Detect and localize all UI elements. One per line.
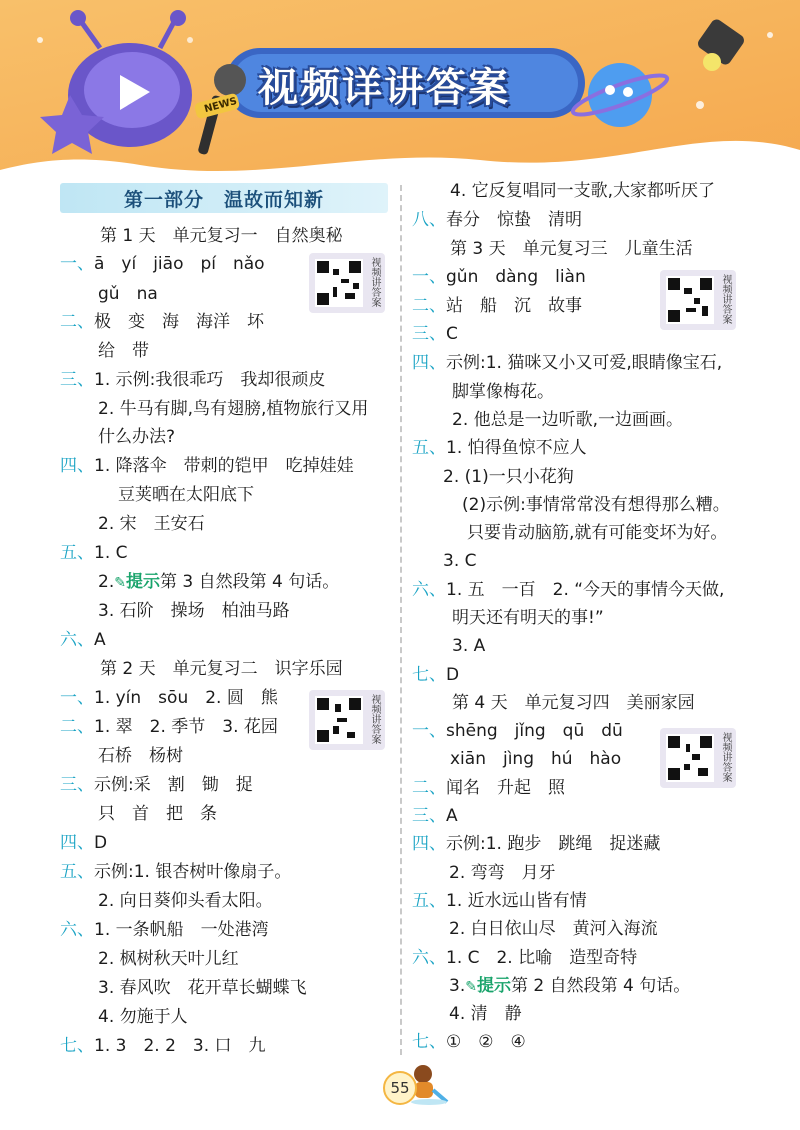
tip-label: 提示 — [125, 572, 160, 592]
answer-text: 只 首 把 条 — [98, 804, 217, 824]
question-number: 二、 — [60, 312, 94, 332]
question-number: 四、 — [60, 456, 94, 476]
qr-label: 视频讲答案 — [369, 257, 380, 307]
answer-text: 示例:1. 跑步 跳绳 捉迷藏 — [446, 834, 661, 854]
answer-text: 1. 近水远山皆有情 — [446, 891, 587, 911]
qr-label: 视频讲答案 — [369, 694, 380, 744]
answer-line — [98, 890, 273, 912]
answer-text: C — [446, 324, 458, 344]
day-heading — [452, 692, 695, 714]
answer-text: 2. (1)一只小花狗 — [443, 467, 574, 487]
question-number: 五、 — [412, 438, 446, 458]
question-number: 六、 — [412, 948, 446, 968]
answer-text: D — [446, 665, 460, 685]
answer-text: ① ② ④ — [446, 1032, 526, 1052]
qr-code-day1[interactable] — [309, 253, 385, 313]
answer-text: 站 船 沉 故事 — [446, 296, 582, 316]
answer-text: 2. 弯弯 月牙 — [449, 863, 556, 883]
answer-line — [443, 550, 477, 572]
question-number: 三、 — [60, 370, 94, 390]
question-number: 六、 — [60, 920, 94, 940]
answer-text: 2. 牛马有脚,鸟有翅膀,植物旅行又用 — [98, 399, 369, 419]
question-number: 二、 — [412, 778, 446, 798]
answer-line — [98, 571, 339, 594]
answer-line — [412, 833, 660, 855]
answer-line — [60, 774, 253, 796]
answer-line — [412, 209, 582, 231]
answer-text: 脚掌像梅花。 — [452, 382, 554, 402]
answer-line — [443, 466, 574, 488]
question-number: 五、 — [60, 543, 94, 563]
answer-line — [412, 352, 722, 374]
answer-text: 1. yín sōu 2. 圆 熊 — [94, 688, 278, 708]
question-number: 七、 — [412, 665, 446, 685]
answer-line — [412, 777, 565, 799]
answer-text: 1. C — [94, 543, 128, 563]
answer-text: 2. 宋 王安石 — [98, 514, 205, 534]
answer-line — [60, 369, 325, 391]
heading-text: 第 3 天 单元复习三 儿童生活 — [450, 239, 693, 259]
answer-line — [98, 600, 290, 622]
qr-code-icon — [315, 696, 363, 744]
question-number: 一、 — [412, 267, 446, 287]
answer-line — [412, 437, 587, 459]
question-number: 三、 — [412, 324, 446, 344]
answer-text: 明天还有明天的事!” — [452, 608, 604, 628]
answer-line — [118, 484, 254, 506]
column-divider — [400, 185, 402, 1055]
answer-text: 示例:采 割 锄 捉 — [94, 775, 253, 795]
answer-line — [452, 409, 683, 431]
answer-text: A — [446, 806, 458, 826]
answer-line — [412, 323, 458, 345]
answer-line — [462, 494, 730, 516]
question-number: 三、 — [412, 806, 446, 826]
question-number: 六、 — [60, 630, 94, 650]
answer-text: 1. 怕得鱼惊不应人 — [446, 438, 587, 458]
answer-line — [60, 311, 264, 333]
tip-icon: ✎ — [465, 979, 477, 995]
answer-text: 什么办法? — [98, 427, 176, 447]
answer-line — [452, 635, 485, 657]
answer-text: 1. 五 一百 2. “今天的事情今天做, — [446, 580, 725, 600]
tip-label: 提示 — [476, 976, 511, 996]
answer-line — [450, 180, 715, 202]
answer-line — [467, 522, 727, 544]
question-number: 五、 — [412, 891, 446, 911]
answer-text: A — [94, 630, 106, 650]
answer-line — [98, 426, 175, 448]
answer-line — [449, 918, 658, 940]
news-badge: NEWS — [203, 95, 239, 116]
question-number: 二、 — [412, 296, 446, 316]
answer-text: 第 3 自然段第 4 句话。 — [159, 572, 340, 592]
answer-line — [452, 381, 554, 403]
answer-text: 豆荚晒在太阳底下 — [118, 485, 254, 505]
question-number: 二、 — [60, 717, 94, 737]
answer-text: 示例:1. 猫咪又小又可爱,眼睛像宝石, — [446, 353, 723, 373]
answer-text: 3. 石阶 操场 柏油马路 — [98, 601, 290, 621]
answer-text: 2. — [98, 572, 115, 592]
answer-line — [60, 455, 354, 477]
answer-text: 3. 春风吹 花开草长蝴蝶飞 — [98, 978, 307, 998]
answer-text: 1. 降落伞 带刺的铠甲 吃掉娃娃 — [94, 456, 354, 476]
answer-text: shēng jǐng qū dū — [446, 721, 623, 741]
qr-code-icon — [666, 734, 714, 782]
answer-text: 示例:1. 银杏树叶像扇子。 — [94, 862, 292, 882]
question-number: 四、 — [60, 833, 94, 853]
answer-text: ā yí jiāo pí nǎo — [94, 254, 265, 274]
answer-text: 3. C — [443, 551, 477, 571]
question-number: 一、 — [60, 688, 94, 708]
question-number: 一、 — [412, 721, 446, 741]
answer-line — [412, 295, 582, 317]
answer-line — [60, 253, 265, 275]
answer-text: 第 2 自然段第 4 句话。 — [510, 976, 691, 996]
question-number: 六、 — [412, 580, 446, 600]
answer-text: 给 带 — [98, 341, 149, 361]
answer-text: 春分 惊蛰 清明 — [446, 210, 582, 230]
answer-line — [452, 607, 604, 629]
answer-line — [60, 919, 269, 941]
question-number: 五、 — [60, 862, 94, 882]
answer-text: 1. 一条帆船 一处港湾 — [94, 920, 269, 940]
answer-line — [60, 832, 107, 854]
answer-line — [60, 1035, 266, 1057]
answer-line — [98, 1006, 188, 1028]
answer-text: 1. 3 2. 2 3. 口 九 — [94, 1036, 266, 1056]
day-heading — [100, 658, 343, 680]
answer-text: 4. 勿施于人 — [98, 1007, 188, 1027]
question-number: 一、 — [60, 254, 94, 274]
answer-text: gǔn dàng liàn — [446, 267, 586, 287]
question-number: 四、 — [412, 834, 446, 854]
answer-text: 4. 它反复唱同一支歌,大家都听厌了 — [450, 181, 716, 201]
day-heading — [100, 225, 343, 247]
answer-line — [60, 861, 291, 883]
answer-line — [449, 862, 556, 884]
question-number: 七、 — [412, 1032, 446, 1052]
answer-line — [450, 748, 621, 770]
section-title: 第一部分 温故而知新 — [123, 189, 324, 211]
answer-text: 2. 白日依山尽 黄河入海流 — [449, 919, 658, 939]
answer-line — [412, 890, 587, 912]
answer-line — [412, 1031, 526, 1053]
answer-line — [98, 977, 307, 999]
qr-code-day4[interactable] — [660, 728, 736, 788]
answer-text: 2. 向日葵仰头看太阳。 — [98, 891, 273, 911]
qr-label: 视频讲答案 — [720, 274, 731, 324]
answer-line — [412, 266, 586, 288]
answer-line — [60, 687, 278, 709]
qr-label: 视频讲答案 — [720, 732, 731, 782]
answer-text: 4. 清 静 — [449, 1004, 522, 1024]
answer-line — [412, 720, 623, 742]
answer-text: xiān jìng hú hào — [450, 749, 622, 769]
answer-text: 2. 枫树秋天叶儿红 — [98, 949, 239, 969]
answer-text: 极 变 海 海洋 坏 — [94, 312, 264, 332]
answer-text: 3. — [449, 976, 466, 996]
answer-text: gǔ na — [98, 284, 158, 304]
qr-code-day3[interactable] — [660, 270, 736, 330]
answer-text: 2. 他总是一边听歌,一边画画。 — [452, 410, 684, 430]
qr-code-icon — [666, 276, 714, 324]
answer-line — [98, 283, 158, 305]
answer-line — [98, 513, 205, 535]
answer-line — [60, 629, 106, 651]
question-number: 七、 — [60, 1036, 94, 1056]
answer-text: 1. 翠 2. 季节 3. 花园 — [94, 717, 278, 737]
answer-line — [412, 947, 637, 969]
qr-code-day2[interactable] — [309, 690, 385, 750]
answer-text: 3. A — [452, 636, 486, 656]
answer-line — [60, 542, 128, 564]
answer-line — [412, 664, 459, 686]
answer-text: D — [94, 833, 108, 853]
tip-icon: ✎ — [114, 575, 126, 591]
page-title: 视频详讲答案 — [258, 65, 510, 111]
answer-line — [98, 803, 217, 825]
answer-line — [412, 805, 458, 827]
heading-text: 第 2 天 单元复习二 识字乐园 — [100, 659, 343, 679]
answer-line — [449, 1003, 522, 1025]
answer-text: 1. C 2. 比喻 造型奇特 — [446, 948, 638, 968]
question-number: 三、 — [60, 775, 94, 795]
heading-text: 第 4 天 单元复习四 美丽家园 — [452, 693, 695, 713]
question-number: 八、 — [412, 210, 446, 230]
answer-line — [412, 579, 724, 601]
answer-text: (2)示例:事情常常没有想得那么糟。 — [462, 495, 730, 515]
heading-text: 第 1 天 单元复习一 自然奥秘 — [100, 226, 343, 246]
answer-text: 闻名 升起 照 — [446, 778, 565, 798]
answer-line — [98, 948, 239, 970]
answer-line — [60, 716, 278, 738]
answer-text: 只要肯动脑筋,就有可能变坏为好。 — [467, 523, 728, 543]
answer-line — [98, 398, 368, 420]
question-number: 四、 — [412, 353, 446, 373]
qr-code-icon — [315, 259, 363, 307]
answer-text: 1. 示例:我很乖巧 我却很顽皮 — [94, 370, 326, 390]
answer-line — [98, 745, 183, 767]
answer-line — [449, 975, 690, 998]
answer-line — [98, 340, 149, 362]
answer-text: 石桥 杨树 — [98, 746, 183, 766]
day-heading — [450, 238, 693, 260]
page-number: 55 — [383, 1071, 417, 1105]
